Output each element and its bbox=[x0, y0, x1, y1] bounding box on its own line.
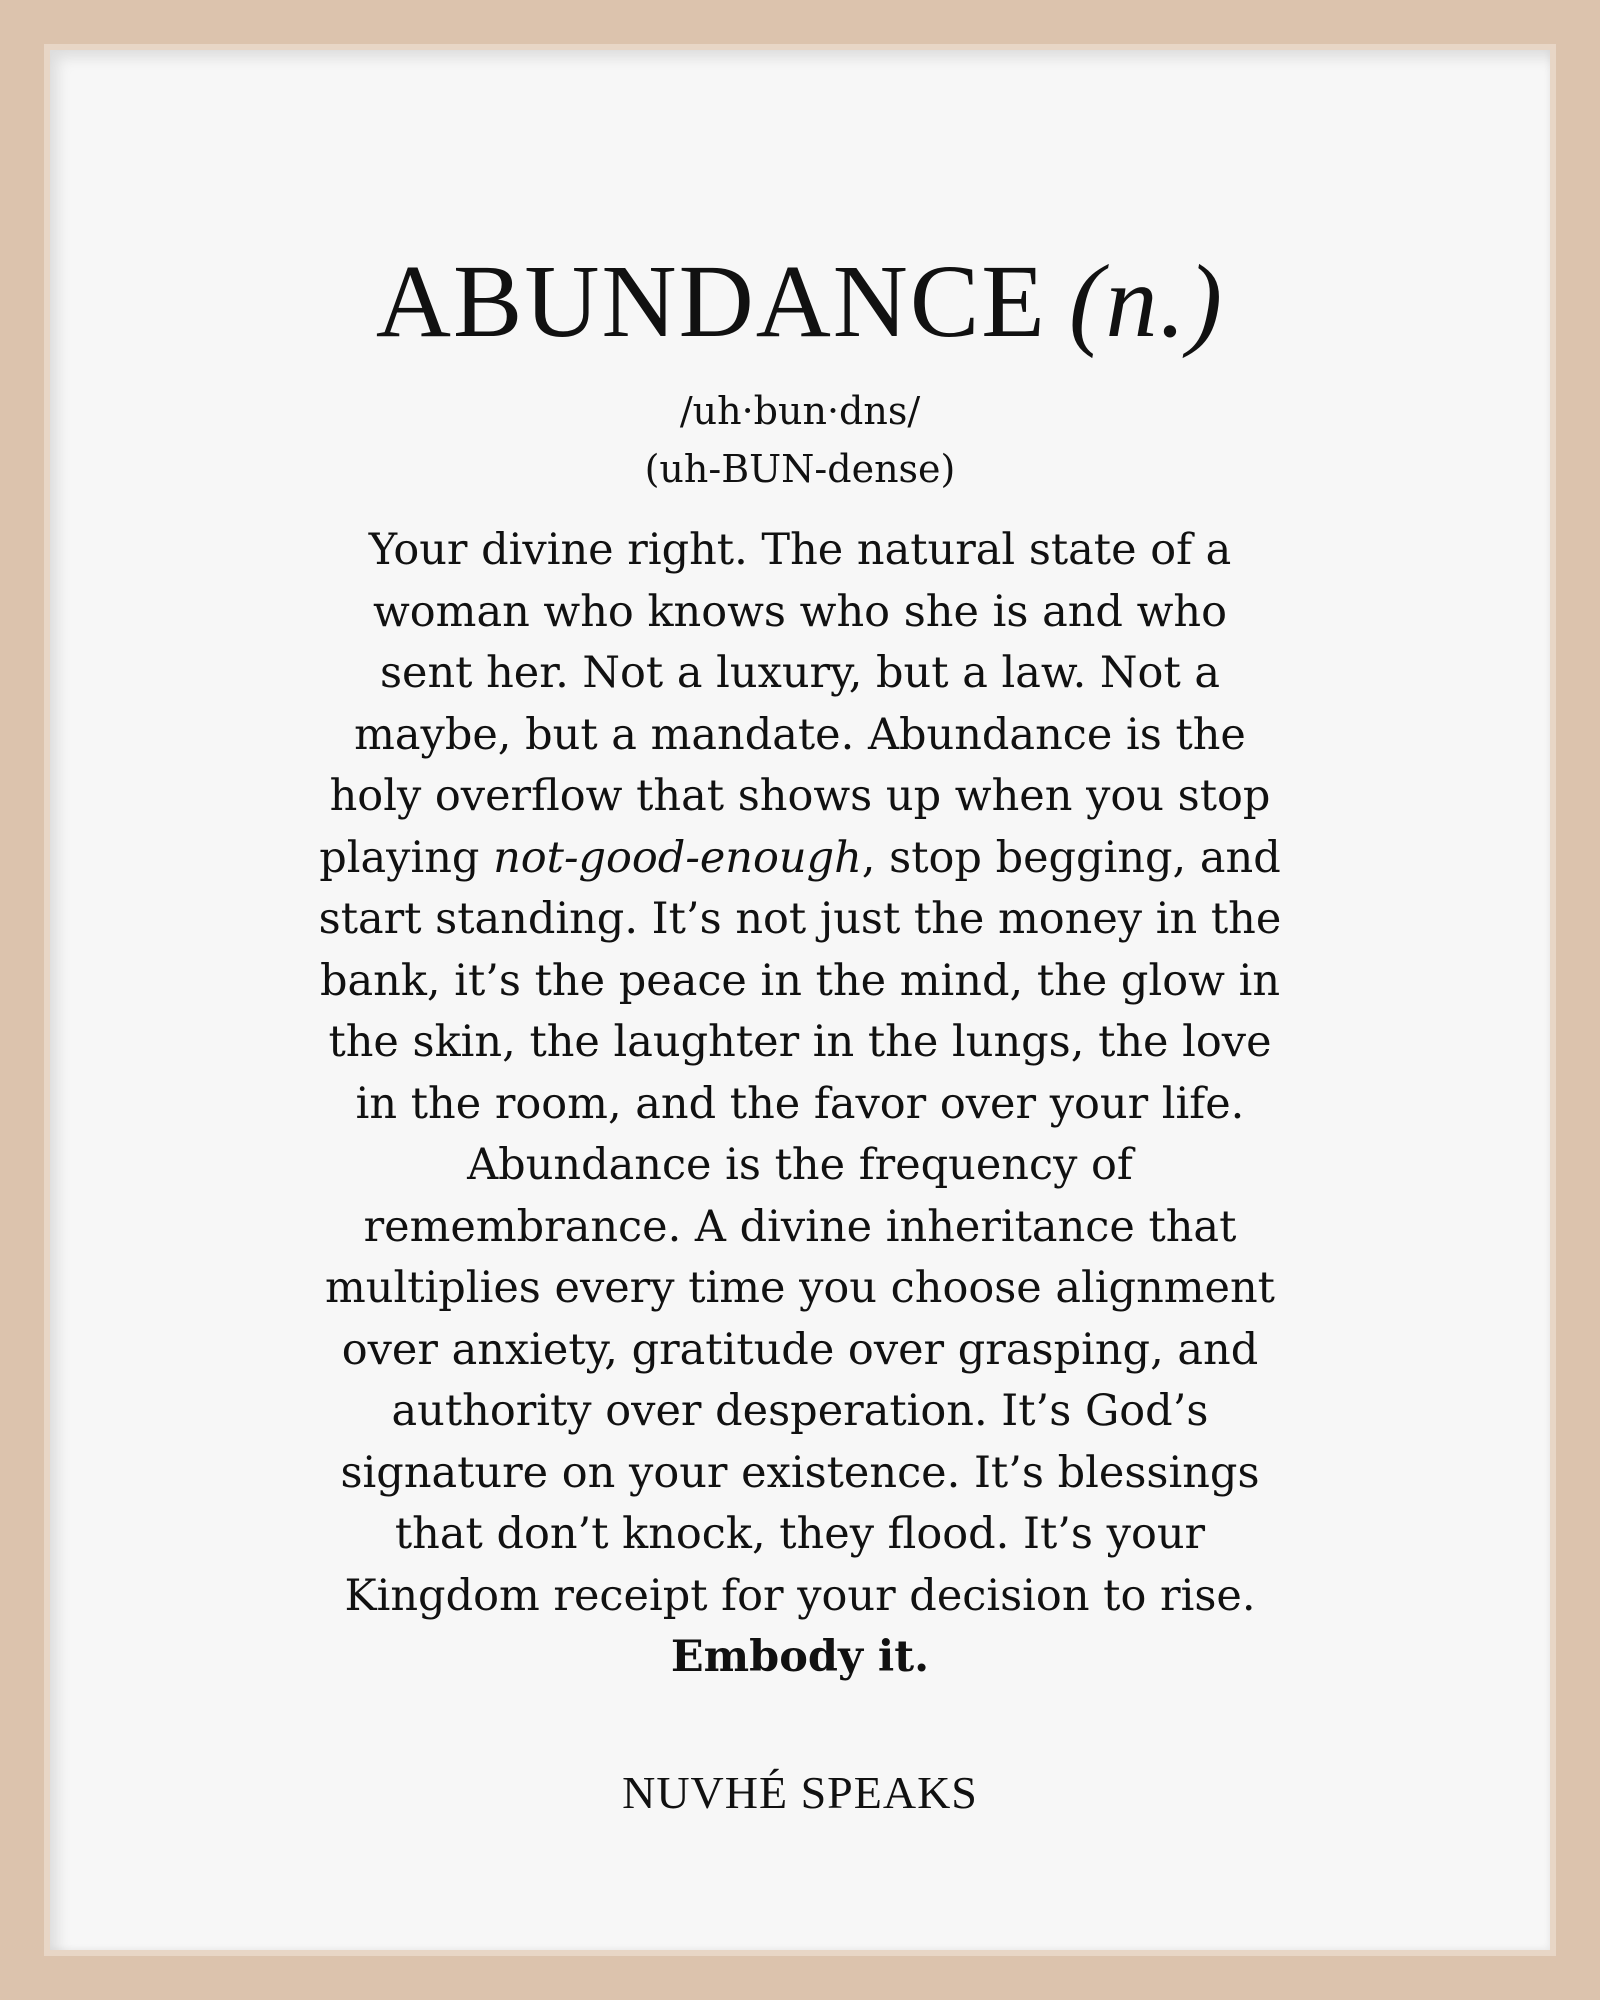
definition-line: bank, it’s the peace in the mind, the glow in bbox=[319, 955, 1281, 1006]
definition-line: holy overflow that shows up when you stop bbox=[329, 771, 1271, 821]
definition-line: sent her. Not a luxury, but a law. Not a bbox=[379, 648, 1221, 698]
closing-line: Embody it. bbox=[670, 1632, 930, 1682]
definition-line: over anxiety, gratitude over grasping, and bbox=[341, 1324, 1259, 1375]
definition-line: that don’t knock, they flood. It’s your bbox=[394, 1509, 1206, 1559]
definition-line: maybe, but a mandate. Abundance is the bbox=[354, 709, 1246, 760]
definition-line: in the room, and the favor over your life. bbox=[355, 1078, 1245, 1129]
headword: ABUNDANCE bbox=[375, 244, 1047, 359]
print-paper bbox=[50, 50, 1550, 1950]
definition-line: remembrance. A divine inheritance that bbox=[363, 1201, 1237, 1252]
definition-line: Kingdom receipt for your decision to rise. bbox=[344, 1570, 1256, 1621]
pronunciation-spoken: (uh-BUN-dense) bbox=[644, 447, 956, 491]
definition-line: Abundance is the frequency of bbox=[467, 1140, 1133, 1190]
definition-body bbox=[280, 520, 1320, 1689]
print-title bbox=[50, 244, 1550, 359]
definition-line: Your divine right. The natural state of a bbox=[368, 525, 1232, 575]
definition-line: authority over desperation. It’s God’s bbox=[391, 1386, 1209, 1436]
definition-line: the skin, the laughter in the lungs, the love bbox=[328, 1017, 1272, 1067]
signature-brand: NUVHÉ SPEAKS bbox=[622, 1767, 978, 1818]
definition-line: woman who knows who she is and who bbox=[372, 586, 1228, 637]
definition-print bbox=[50, 50, 1550, 1950]
pronunciation-phonetic: /uh·bun·dns/ bbox=[679, 389, 921, 433]
definition-line: signature on your existence. It’s blessings bbox=[340, 1447, 1260, 1498]
definition-line: playing not-good-enough, stop begging, and bbox=[319, 832, 1281, 883]
italic-phrase: not-good-enough bbox=[493, 832, 862, 883]
definition-line: start standing. It’s not just the money in the bbox=[318, 894, 1282, 944]
part-of-speech: (n.) bbox=[1068, 244, 1225, 359]
definition-line: multiplies every time you choose alignment bbox=[325, 1263, 1275, 1313]
